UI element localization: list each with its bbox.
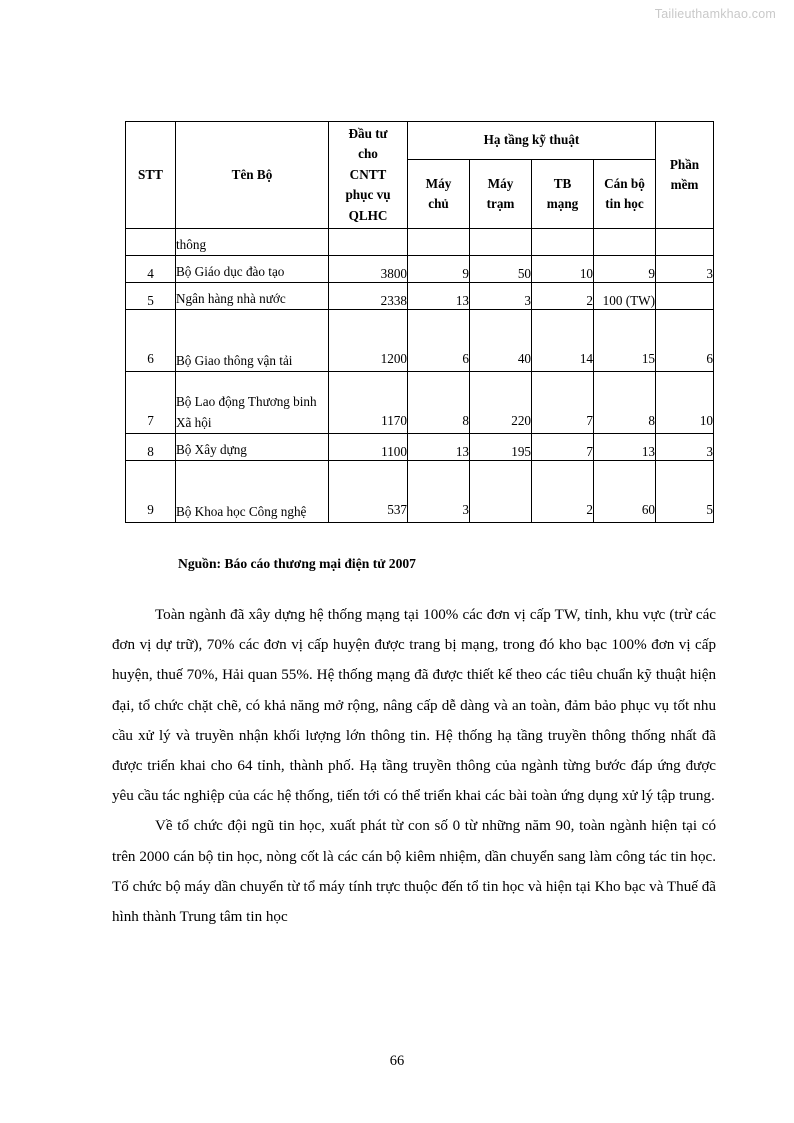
column-header-ha-tang-ky-thuat: Hạ tầng kỹ thuật: [408, 122, 656, 160]
cell-may-chu: 6: [408, 310, 470, 372]
table-body: [126, 229, 714, 523]
cell-can-bo: 100 (TW): [594, 283, 656, 310]
table-row: [126, 434, 714, 461]
table-row: [126, 461, 714, 523]
cell-tb-mang: 2: [532, 461, 594, 523]
table-source-caption: Nguồn: Báo cáo thương mại điện tử 2007: [178, 556, 416, 571]
cell-ten-bo: thông: [176, 229, 329, 256]
column-header-stt: STT: [126, 122, 176, 229]
cell-may-chu: 9: [408, 256, 470, 283]
column-header-dau-tu-cntt: [329, 122, 408, 229]
may-chu-line-1: Máy: [425, 175, 452, 191]
column-header-ten-bo: Tên Bộ: [176, 122, 329, 229]
cell-may-tram: 195: [470, 434, 532, 461]
cell-may-tram: 50: [470, 256, 532, 283]
can-bo-line-1: Cán bộ: [604, 175, 645, 191]
cell-can-bo: 13: [594, 434, 656, 461]
cell-may-chu: 3: [408, 461, 470, 523]
cell-phan-mem: 5: [656, 461, 714, 523]
cell-tb-mang: 14: [532, 310, 594, 372]
cell-may-chu: 13: [408, 283, 470, 310]
table-row: [126, 256, 714, 283]
cell-dau-tu: 1170: [329, 372, 408, 434]
paragraph-2: Về tổ chức đội ngũ tin học, xuất phát từ con số 0 từ những năm 90, toàn ngành hiện tại có trên 2000 cán bộ tin học, nòng cốt là các cán bộ kiêm nhiệm, dần chuyển sang làm công tác tin học. Tổ chức bộ máy dần chuyển từ tổ máy tính trực thuộc đến tổ tin học và hiện tại Kho bạc và Thuế đã hình thành Trung tâm tin học: [112, 818, 716, 926]
table-row: [126, 283, 714, 310]
cell-phan-mem: 3: [656, 434, 714, 461]
cell-may-tram: [470, 461, 532, 523]
cell-stt: 9: [126, 461, 176, 523]
column-header-can-bo-tin-hoc: [594, 160, 656, 229]
cell-dau-tu: 1100: [329, 434, 408, 461]
cell-dau-tu: 2338: [329, 283, 408, 310]
column-header-phan-mem: [656, 122, 714, 229]
cell-stt: [126, 229, 176, 256]
cell-ten-bo: Bộ Giao thông vận tải: [176, 310, 329, 372]
cell-can-bo: 8: [594, 372, 656, 434]
cell-dau-tu: 537: [329, 461, 408, 523]
cell-stt: 4: [126, 256, 176, 283]
cell-may-chu: [408, 229, 470, 256]
cell-dau-tu: 1200: [329, 310, 408, 372]
cell-tb-mang: 2: [532, 283, 594, 310]
cell-tb-mang: 7: [532, 434, 594, 461]
cell-can-bo: 9: [594, 256, 656, 283]
phan-mem-line-2: mềm: [670, 177, 699, 193]
cell-can-bo: [594, 229, 656, 256]
cell-may-chu: 13: [408, 434, 470, 461]
cell-ten-bo: Bộ Lao động Thương binh Xã hội: [176, 372, 329, 434]
dau-tu-line-5: QLHC: [348, 207, 388, 223]
cell-may-tram: [470, 229, 532, 256]
cell-stt: 5: [126, 283, 176, 310]
column-header-may-chu: [408, 160, 470, 229]
paragraph-1: Toàn ngành đã xây dựng hệ thống mạng tại 100% các đơn vị cấp TW, tỉnh, khu vực (trừ các đơn vị dự trữ), 70% các đơn vị cấp huyện được trang bị mạng, trong đó kho bạc 100% đơn vị cấp huyện, thuế 70%, Hải quan 55%. Hệ thống mạng đã được thiết kế theo các tiêu chuẩn kỹ thuật hiện đại, tổ chức chặt chẽ, có khả năng mở rộng, nâng cấp dễ dàng và an toàn, đảm bảo phục vụ tốt nhu cầu xử lý và truyền nhận khối lượng lớn thông tin. Hệ thống hạ tầng truyền thông thống nhất đã được triển khai cho 64 tỉnh, thành phố. Hạ tầng truyền thông của ngành từng bước đáp ứng được yêu cầu tác nghiệp của các hệ thống, tiến tới có thể triển khai các bài toàn ứng dụng xử lý tập trung.: [112, 607, 716, 805]
cell-phan-mem: [656, 283, 714, 310]
cell-ten-bo: Bộ Giáo dục đào tạo: [176, 256, 329, 283]
table-row: [126, 372, 714, 434]
cell-tb-mang: 7: [532, 372, 594, 434]
can-bo-line-2: tin học: [605, 196, 644, 212]
cell-tb-mang: 10: [532, 256, 594, 283]
dau-tu-line-2: cho: [358, 146, 378, 162]
cell-phan-mem: [656, 229, 714, 256]
cell-ten-bo: Bộ Khoa học Công nghệ: [176, 461, 329, 523]
cell-stt: 7: [126, 372, 176, 434]
cell-phan-mem: 6: [656, 310, 714, 372]
cell-ten-bo: Ngân hàng nhà nước: [176, 283, 329, 310]
tb-mang-line-1: TB: [553, 175, 572, 191]
may-tram-line-1: Máy: [487, 175, 514, 191]
cell-tb-mang: [532, 229, 594, 256]
table-header-row-1: [126, 122, 714, 160]
cell-stt: 6: [126, 310, 176, 372]
tb-mang-line-2: mạng: [546, 196, 579, 212]
cell-phan-mem: 10: [656, 372, 714, 434]
table-row: [126, 229, 714, 256]
cell-may-tram: 40: [470, 310, 532, 372]
column-header-tb-mang: [532, 160, 594, 229]
may-chu-line-2: chủ: [428, 196, 449, 212]
dau-tu-line-3: CNTT: [349, 166, 387, 182]
cell-ten-bo: Bộ Xây dựng: [176, 434, 329, 461]
cell-stt: 8: [126, 434, 176, 461]
cell-can-bo: 60: [594, 461, 656, 523]
phan-mem-line-1: Phần: [669, 156, 700, 172]
watermark-text: Tailieuthamkhao.com: [654, 7, 776, 21]
dau-tu-line-4: phục vụ: [345, 187, 391, 203]
cell-may-chu: 8: [408, 372, 470, 434]
statistics-table-container: [125, 121, 714, 523]
page-number: 66: [389, 1053, 405, 1069]
cell-can-bo: 15: [594, 310, 656, 372]
dau-tu-line-1: Đầu tư: [348, 126, 388, 141]
cell-dau-tu: 3800: [329, 256, 408, 283]
column-header-may-tram: [470, 160, 532, 229]
body-text-block: [112, 600, 716, 932]
cell-dau-tu: [329, 229, 408, 256]
ministry-it-investment-table: [125, 121, 714, 523]
cell-phan-mem: 3: [656, 256, 714, 283]
cell-may-tram: 220: [470, 372, 532, 434]
cell-may-tram: 3: [470, 283, 532, 310]
table-row: [126, 310, 714, 372]
may-tram-line-2: trạm: [486, 196, 515, 212]
table-header: [126, 122, 714, 229]
